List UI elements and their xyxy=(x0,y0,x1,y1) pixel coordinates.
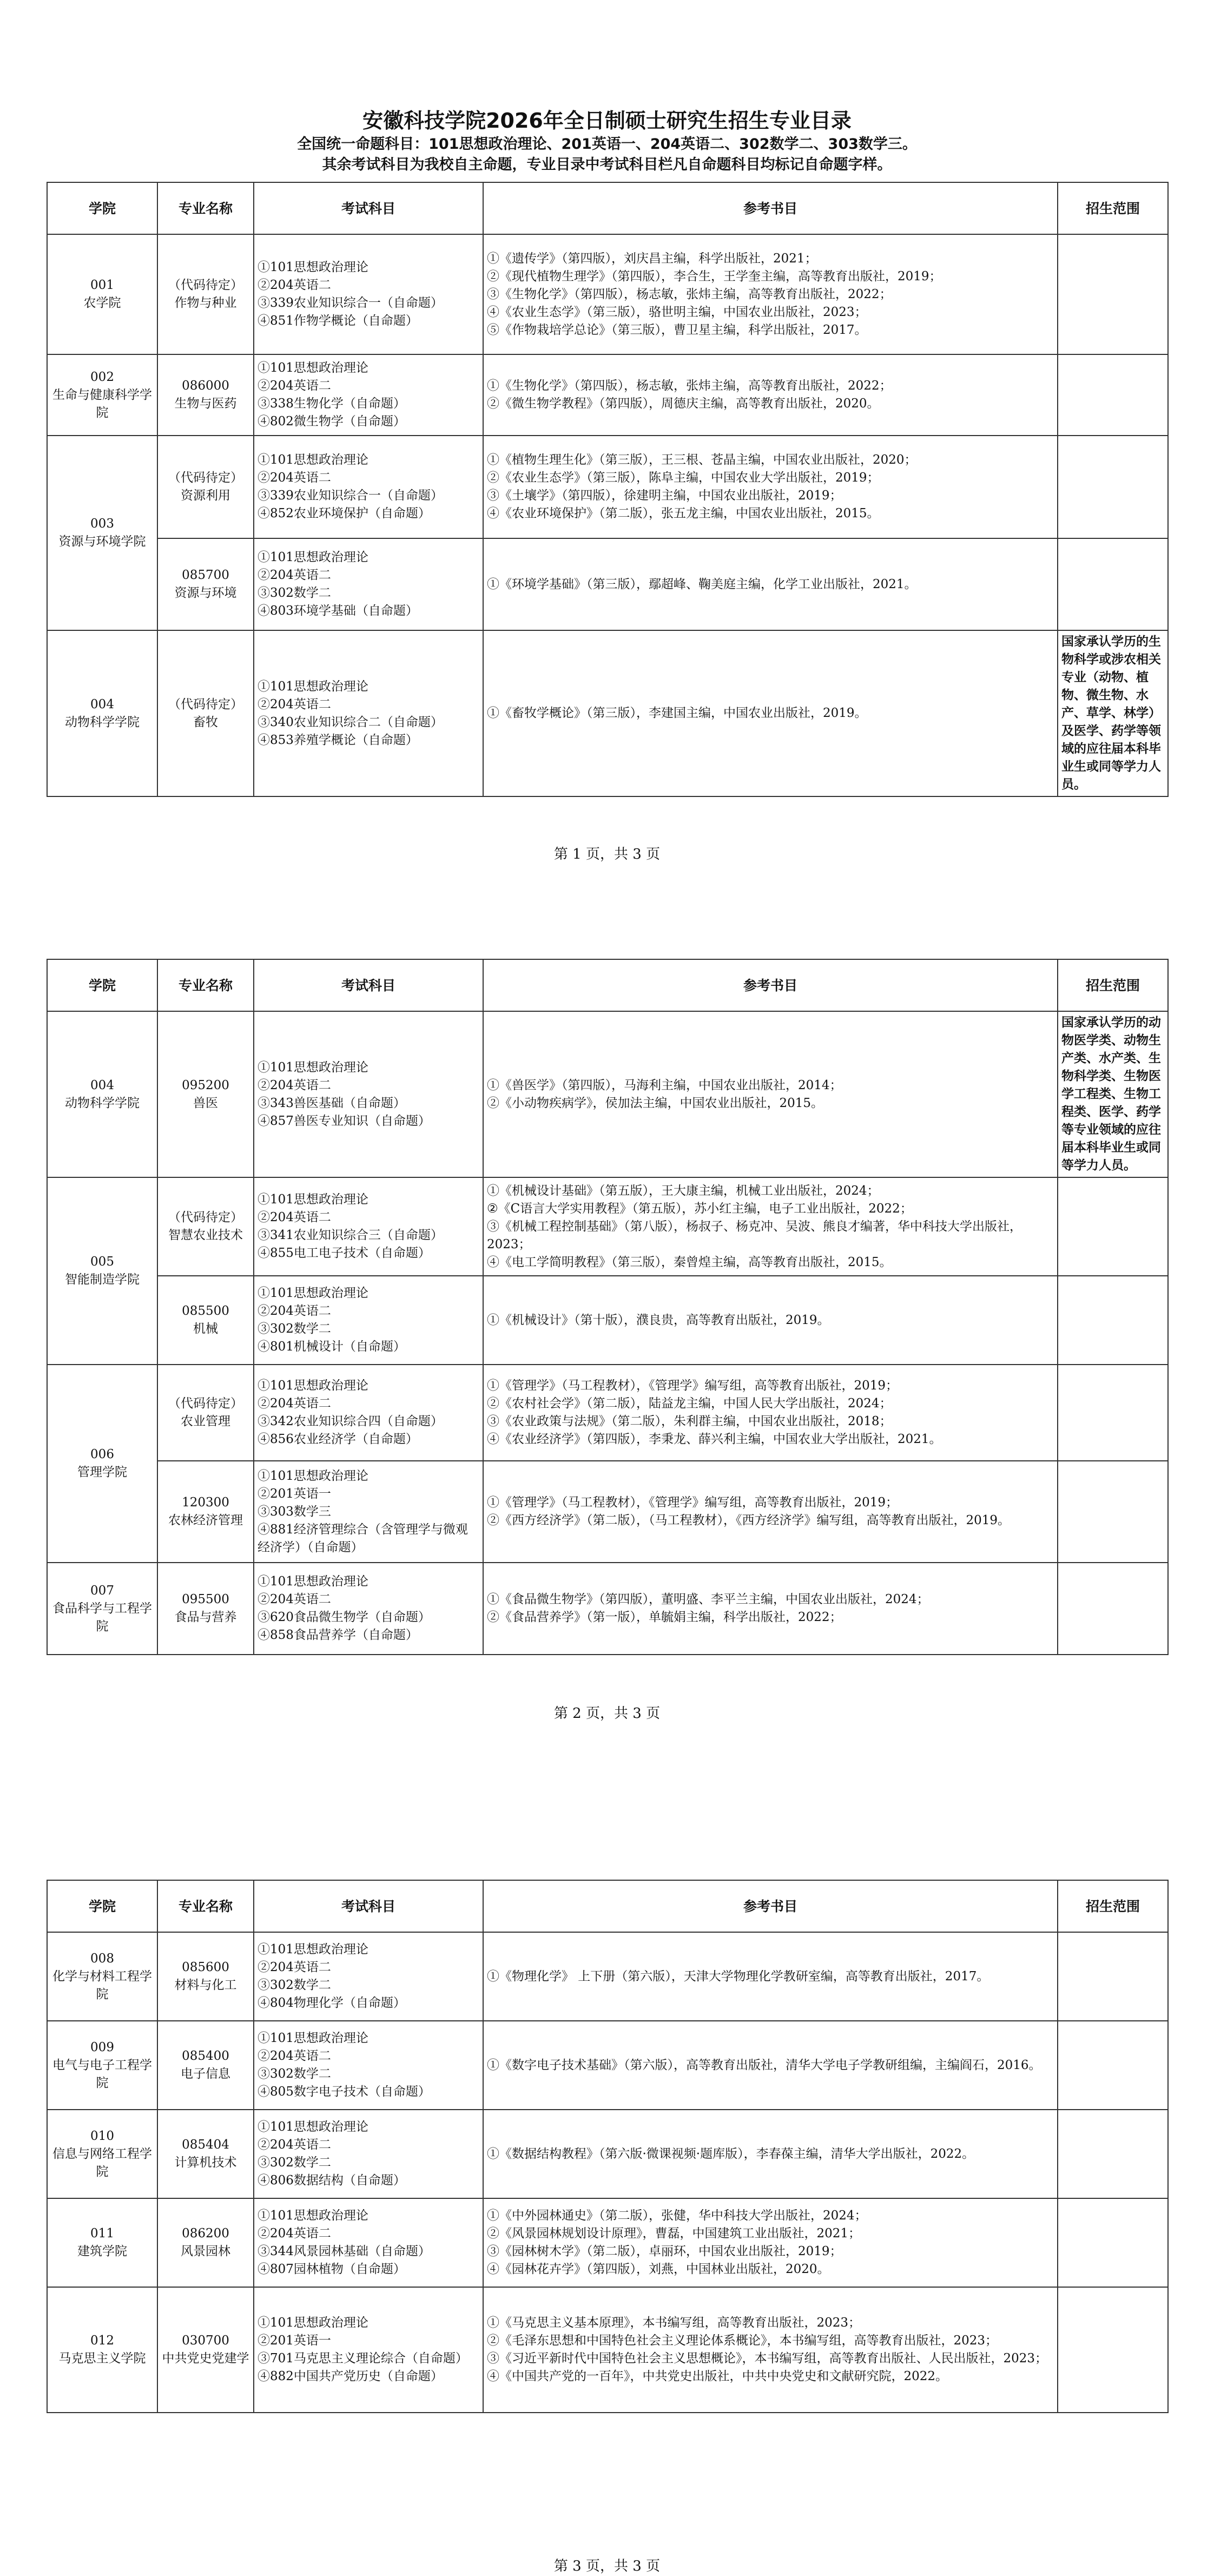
references-cell: ①《数字电子技术基础》（第六版），高等教育出版社，清华大学电子学教研组编，主编阎石，2016。 xyxy=(483,2021,1058,2110)
major-cell: （代码待定） 资源利用 xyxy=(157,436,254,538)
table-row xyxy=(47,1011,1168,1177)
major-cell: 085700 资源与环境 xyxy=(157,538,254,630)
header-scope: 招生范围 xyxy=(1058,959,1168,1011)
page-title: 安徽科技学院2026年全日制硕士研究生招生专业目录 xyxy=(362,109,852,133)
major-cell: 120300 农林经济管理 xyxy=(157,1461,254,1563)
major-cell: （代码待定） 作物与种业 xyxy=(157,234,254,354)
table-row xyxy=(47,234,1168,354)
exam-cell: ①101思想政治理论 ②204英语二 ③341农业知识综合三（自命题） ④855电工电子技术（自命题） xyxy=(254,1177,483,1276)
header-major: 专业名称 xyxy=(157,182,254,234)
table-row xyxy=(47,2021,1168,2110)
exam-cell: ①101思想政治理论 ②204英语二 ③302数学二 ④801机械设计（自命题） xyxy=(254,1276,483,1365)
unified-subjects-note: 全国统一命题科目：101思想政治理论、201英语一、204英语二、302数学二、303数学三。 xyxy=(297,136,917,153)
table-row xyxy=(47,1461,1168,1563)
exam-cell: ①101思想政治理论 ②204英语二 ③339农业知识综合一（自命题） ④852农业环境保护（自命题） xyxy=(254,436,483,538)
catalog-table-page-3 xyxy=(47,1880,1169,2413)
page-footer: 第 2 页，共 3 页 xyxy=(553,1705,661,1722)
header-scope: 招生范围 xyxy=(1058,1880,1168,1932)
exam-cell: ①101思想政治理论 ②204英语二 ③344风景园林基础（自命题） ④807园林植物（自命题） xyxy=(254,2198,483,2287)
table-row xyxy=(47,2287,1168,2413)
exam-cell: ①101思想政治理论 ②201英语一 ③303数学三 ④881经济管理综合（含管理学与微观经济学）（自命题） xyxy=(254,1461,483,1563)
major-cell: 085404 计算机技术 xyxy=(157,2110,254,2198)
exam-cell: ①101思想政治理论 ②204英语二 ③302数学二 ④806数据结构（自命题） xyxy=(254,2110,483,2198)
catalog-table-page-2 xyxy=(47,959,1169,1655)
references-cell: ①《物理化学》 上下册（第六版），天津大学物理化学教研室编，高等教育出版社，2017。 xyxy=(483,1932,1058,2021)
table-row xyxy=(47,2198,1168,2287)
header-references: 参考书目 xyxy=(483,182,1058,234)
college-cell: 006 管理学院 xyxy=(47,1365,157,1563)
scope-cell xyxy=(1058,436,1168,538)
references-cell: ①《马克思主义基本原理》，本书编写组，高等教育出版社，2023； ②《毛泽东思想和中国特色社会主义理论体系概论》，本书编写组，高等教育出版社，2023； ③《习近平新时代中国特色社会主义思想概论》，本书编写组，高等教育出版社、人民出版社，2023； ④《中国共产党的一百年》，中共党史出版社，中共中央党史和文献研究院，2022。 xyxy=(483,2287,1058,2413)
major-cell: 095500 食品与营养 xyxy=(157,1563,254,1655)
major-cell: 085600 材料与化工 xyxy=(157,1932,254,2021)
scope-cell xyxy=(1058,2110,1168,2198)
page-footer: 第 1 页，共 3 页 xyxy=(553,846,661,862)
scope-cell xyxy=(1058,538,1168,630)
exam-cell: ①101思想政治理论 ②204英语二 ③343兽医基础（自命题） ④857兽医专业知识（自命题） xyxy=(254,1011,483,1177)
major-cell: 086000 生物与医药 xyxy=(157,354,254,436)
table-row xyxy=(47,1932,1168,2021)
scope-cell xyxy=(1058,1276,1168,1365)
header-exam: 考试科目 xyxy=(254,182,483,234)
header-exam: 考试科目 xyxy=(254,959,483,1011)
header-college: 学院 xyxy=(47,1880,157,1932)
major-cell: 085500 机械 xyxy=(157,1276,254,1365)
college-cell: 002 生命与健康科学学院 xyxy=(47,354,157,436)
table-row xyxy=(47,1563,1168,1655)
references-cell: ①《机械设计基础》（第五版），王大康主编，机械工业出版社，2024； ②《C语言大学实用教程》（第五版），苏小红主编，电子工业出版社，2022； ③《机械工程控制基础》（第八版），杨叔子、杨克冲、吴波、熊良才编著，华中科技大学出版社，2023； ④《电工学简明教程》（第三版），秦曾煌主编，高等教育出版社，2015。 xyxy=(483,1177,1058,1276)
scope-cell: 国家承认学历的动物医学类、动物生产类、水产类、生物科学类、生物医学工程类、生物工程类、医学、药学等专业领域的应往届本科毕业生或同等学力人员。 xyxy=(1058,1011,1168,1177)
scope-cell xyxy=(1058,1461,1168,1563)
references-cell: ①《生物化学》（第四版），杨志敏，张炜主编，高等教育出版社，2022； ②《微生物学教程》（第四版），周德庆主编，高等教育出版社，2020。 xyxy=(483,354,1058,436)
scope-cell xyxy=(1058,1932,1168,2021)
header-major: 专业名称 xyxy=(157,959,254,1011)
scope-cell xyxy=(1058,234,1168,354)
scope-cell xyxy=(1058,2021,1168,2110)
scope-cell: 国家承认学历的生物科学或涉农相关专业（动物、植物、微生物、水产、草学、林学）及医学、药学等领域的应往届本科毕业生或同等学力人员。 xyxy=(1058,630,1168,796)
page-footer: 第 3 页，共 3 页 xyxy=(553,2558,661,2574)
college-cell: 003 资源与环境学院 xyxy=(47,436,157,630)
references-cell: ①《管理学》（马工程教材），《管理学》编写组，高等教育出版社，2019； ②《西方经济学》（第二版），（马工程教材），《西方经济学》编写组，高等教育出版社，2019。 xyxy=(483,1461,1058,1563)
references-cell: ①《畜牧学概论》（第三版），李建国主编，中国农业出版社，2019。 xyxy=(483,630,1058,796)
exam-cell: ①101思想政治理论 ②204英语二 ③302数学二 ④805数字电子技术（自命题） xyxy=(254,2021,483,2110)
exam-cell: ①101思想政治理论 ②204英语二 ③342农业知识综合四（自命题） ④856农业经济学（自命题） xyxy=(254,1365,483,1461)
table-row xyxy=(47,1365,1168,1461)
major-cell: 030700 中共党史党建学 xyxy=(157,2287,254,2413)
college-cell: 008 化学与材料工程学院 xyxy=(47,1932,157,2021)
table-row xyxy=(47,1276,1168,1365)
college-cell: 001 农学院 xyxy=(47,234,157,354)
college-cell: 012 马克思主义学院 xyxy=(47,2287,157,2413)
exam-cell: ①101思想政治理论 ②204英语二 ③339农业知识综合一（自命题） ④851作物学概论（自命题） xyxy=(254,234,483,354)
major-cell: （代码待定） 智慧农业技术 xyxy=(157,1177,254,1276)
major-cell: （代码待定） 畜牧 xyxy=(157,630,254,796)
exam-cell: ①101思想政治理论 ②204英语二 ③620食品微生物学（自命题） ④858食品营养学（自命题） xyxy=(254,1563,483,1655)
scope-cell xyxy=(1058,1365,1168,1461)
table-row xyxy=(47,1177,1168,1276)
scope-cell xyxy=(1058,2287,1168,2413)
scope-cell xyxy=(1058,2198,1168,2287)
exam-cell: ①101思想政治理论 ②204英语二 ③302数学二 ④804物理化学（自命题） xyxy=(254,1932,483,2021)
college-cell: 009 电气与电子工程学院 xyxy=(47,2021,157,2110)
scope-cell xyxy=(1058,354,1168,436)
major-cell: 095200 兽医 xyxy=(157,1011,254,1177)
self-set-subjects-note: 其余考试科目为我校自主命题，专业目录中考试科目栏凡自命题科目均标记自命题字样。 xyxy=(322,156,892,173)
header-college: 学院 xyxy=(47,182,157,234)
header-exam: 考试科目 xyxy=(254,1880,483,1932)
scope-cell xyxy=(1058,1563,1168,1655)
college-cell: 007 食品科学与工程学院 xyxy=(47,1563,157,1655)
references-cell: ①《机械设计》（第十版），濮良贵，高等教育出版社，2019。 xyxy=(483,1276,1058,1365)
exam-cell: ①101思想政治理论 ②204英语二 ③302数学二 ④803环境学基础（自命题） xyxy=(254,538,483,630)
header-scope: 招生范围 xyxy=(1058,182,1168,234)
exam-cell: ①101思想政治理论 ②204英语二 ③338生物化学（自命题） ④802微生物学（自命题） xyxy=(254,354,483,436)
table-row xyxy=(47,538,1168,630)
table-row xyxy=(47,630,1168,796)
major-cell: （代码待定） 农业管理 xyxy=(157,1365,254,1461)
college-cell: 005 智能制造学院 xyxy=(47,1177,157,1365)
table-row xyxy=(47,2110,1168,2198)
header-major: 专业名称 xyxy=(157,1880,254,1932)
college-cell: 010 信息与网络工程学院 xyxy=(47,2110,157,2198)
header-college: 学院 xyxy=(47,959,157,1011)
references-cell: ①《植物生理生化》（第三版），王三根、苍晶主编，中国农业出版社，2020； ②《农业生态学》（第三版），陈阜主编，中国农业大学出版社，2019； ③《土壤学》（第四版），徐建明主编，中国农业出版社，2019； ④《农业环境保护》（第二版），张五龙主编，中国农业出版社，2015。 xyxy=(483,436,1058,538)
college-cell: 004 动物科学学院 xyxy=(47,630,157,796)
header-references: 参考书目 xyxy=(483,959,1058,1011)
references-cell: ①《管理学》（马工程教材），《管理学》编写组，高等教育出版社，2019； ②《农村社会学》（第二版），陆益龙主编，中国人民大学出版社，2024； ③《农业政策与法规》（第二版），朱利群主编，中国农业出版社，2018； ④《农业经济学》（第四版），李秉龙、薛兴利主编，中国农业大学出版社，2021。 xyxy=(483,1365,1058,1461)
scope-cell xyxy=(1058,1177,1168,1276)
major-cell: 085400 电子信息 xyxy=(157,2021,254,2110)
references-cell: ①《遗传学》（第四版），刘庆昌主编，科学出版社，2021； ②《现代植物生理学》（第四版），李合生，王学奎主编，高等教育出版社，2019； ③《生物化学》（第四版），杨志敏，张炜主编，高等教育出版社，2022； ④《农业生态学》（第三版），骆世明主编，中国农业出版社，2023； ⑤《作物栽培学总论》（第三版），曹卫星主编，科学出版社，2017。 xyxy=(483,234,1058,354)
exam-cell: ①101思想政治理论 ②204英语二 ③340农业知识综合二（自命题） ④853养殖学概论（自命题） xyxy=(254,630,483,796)
references-cell: ①《数据结构教程》（第六版·微课视频·题库版），李春葆主编，清华大学出版社，2022。 xyxy=(483,2110,1058,2198)
references-cell: ①《食品微生物学》（第四版），董明盛、李平兰主编，中国农业出版社，2024； ②《食品营养学》（第一版），单毓娟主编，科学出版社，2022； xyxy=(483,1563,1058,1655)
header-references: 参考书目 xyxy=(483,1880,1058,1932)
references-cell: ①《环境学基础》（第三版），鄢超峰、鞠美庭主编，化学工业出版社，2021。 xyxy=(483,538,1058,630)
major-cell: 086200 风景园林 xyxy=(157,2198,254,2287)
table-row xyxy=(47,436,1168,538)
college-cell: 004 动物科学学院 xyxy=(47,1011,157,1177)
catalog-table-page-1 xyxy=(47,182,1169,797)
references-cell: ①《中外园林通史》（第二版），张健，华中科技大学出版社，2024； ②《风景园林规划设计原理》，曹磊，中国建筑工业出版社，2021； ③《园林树木学》（第二版），卓丽环，中国农业出版社，2019； ④《园林花卉学》（第四版），刘燕，中国林业出版社，2020。 xyxy=(483,2198,1058,2287)
college-cell: 011 建筑学院 xyxy=(47,2198,157,2287)
references-cell: ①《兽医学》（第四版），马海利主编，中国农业出版社，2014； ②《小动物疾病学》，侯加法主编，中国农业出版社，2015。 xyxy=(483,1011,1058,1177)
exam-cell: ①101思想政治理论 ②201英语一 ③701马克思主义理论综合（自命题） ④882中国共产党历史（自命题） xyxy=(254,2287,483,2413)
table-row xyxy=(47,354,1168,436)
